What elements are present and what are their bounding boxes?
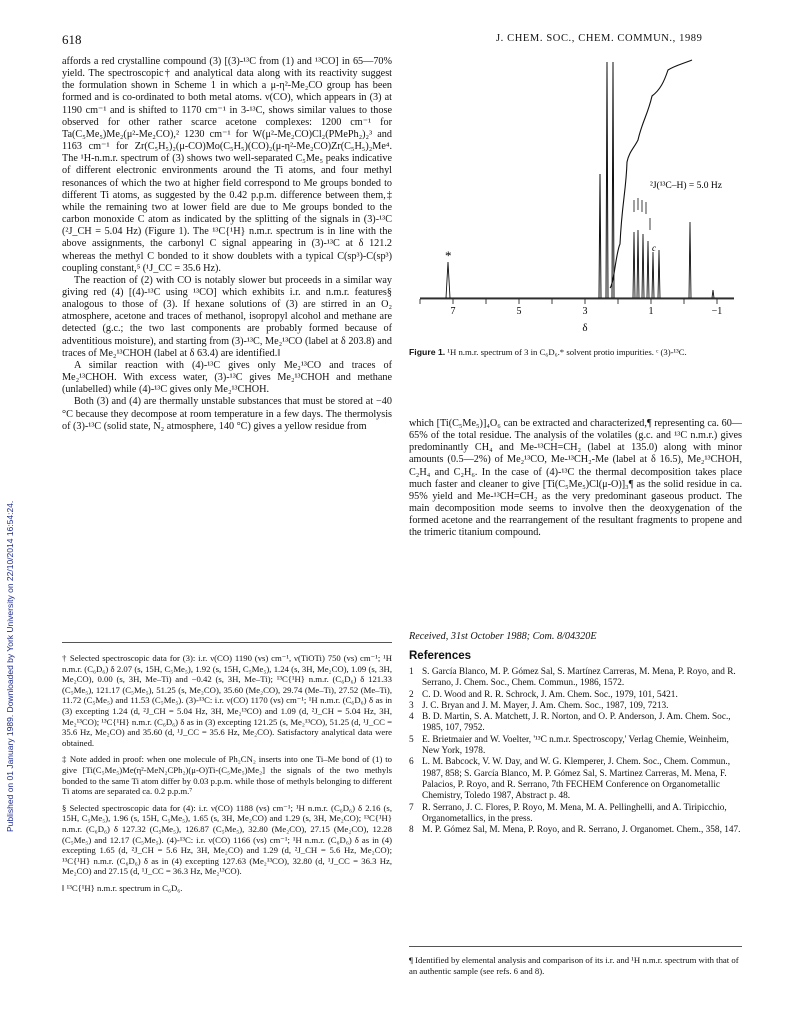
figure-caption-text: ¹H n.m.r. spectrum of 3 in C₆D₆.* solvent protio impurities. ᶜ (3)-¹³C. — [445, 347, 687, 357]
provenance-text: Published on 01 January 1989. Downloaded by York University on 22/10/2014 16:54:24. — [5, 500, 15, 832]
reference-text: E. Brietmaier and W. Voelter, '¹³C n.m.r. Spectroscopy,' Verlag Chemie, Weinheim, New York, 1978. — [422, 734, 729, 757]
acetone-methyl-peaks — [633, 230, 649, 298]
footnote: ‡ Note added in proof: when one molecule of Ph₂CN₂ inserts into one Ti–Me bond of (1) to give [Ti(C₅Me₅)Me(η²-MeN₂CPh₂)(μ-O)Ti-(C₅Me₅)Me₂] the signals of the two methyls bonded to the same Ti atom differ by 0.03 p.p.m. while those of methyls belonging to different Ti atoms are separated ca. 0.2 p.p.m.⁷ — [62, 754, 392, 797]
coupling-constant-label: ²J(¹³C–H) = 5.0 Hz — [650, 181, 722, 191]
footnotes — [62, 653, 392, 899]
reference-text: R. Serrano, J. C. Flores, P. Royo, M. Mena, M. A. Pellinghelli, and A. Tiripicchio, Organometallics, in the press. — [422, 802, 727, 824]
reference-item — [409, 712, 742, 735]
reference-number: 6 — [409, 757, 414, 768]
axis-ticks — [420, 299, 717, 304]
solvent-peak — [446, 262, 450, 298]
journal-header: J. CHEM. SOC., CHEM. COMMUN., 1989 — [496, 33, 703, 44]
reference-item — [409, 701, 742, 712]
integral-trace — [610, 60, 692, 288]
axis-label: δ — [582, 322, 588, 334]
provenance-sidebar — [5, 172, 19, 832]
reference-number: 8 — [409, 825, 414, 836]
cp-methyl-peaks — [599, 62, 614, 298]
reference-item — [409, 735, 742, 758]
reference-number: 2 — [409, 689, 414, 700]
reference-item — [409, 757, 742, 802]
left-column — [62, 56, 392, 433]
paragraph: which [Ti(C₅Me₅)]₄O₆ can be extracted and characterized,¶ representing ca. 60—65% of the total residue. The analysis of the volatiles (g.c. and ¹³C n.m.r.) gives predominantly CH₄ and Me-¹³CH=CH₂ (label at 135.0) along with minor amounts (0.5—2%) of Me₂¹³CO, Me-¹³CH₂-Me (label at δ 16.5), Me₂¹³CHOH, C₂H₄ and C₂H₆. In the case of (4)-¹³C the thermal decomposition takes place much faster and cleaner to give [Ti(C₅Me₅)Cl(μ-O)]₃¶ as the solid residue in ca. 95% yield and Me-¹³CH=CH₂ as the very predominant gaseous product. The main decomposition mode seems to involve then the deoxygenation of the formed acetone and the rearrangement of the resultant fragments to propene and the trimeric titanium compound. — [409, 418, 742, 539]
ti-methyl-upfield-peaks — [689, 222, 714, 298]
footnote-rule — [62, 642, 392, 643]
paragraph: A similar reaction with (4)-¹³C gives only Me₂¹³CO and traces of Me₂¹³CHOH. With excess water, (3)-¹³C gives Me₂¹³CHOH and methane (unlabelled) while (4)-¹³C gives only Me₂¹³CHOH. — [62, 359, 392, 396]
reference-item — [409, 690, 742, 701]
tick-label: 5 — [516, 306, 522, 317]
figure-caption — [409, 347, 742, 358]
tick-label: 1 — [648, 306, 654, 317]
reference-item — [409, 667, 742, 690]
footnote-right: ¶ Identified by elemental analysis and comparison of its i.r. and ¹H n.m.r. spectrum with that of an authentic sample (see refs. 6 and 8). — [409, 955, 739, 976]
reference-text: M. P. Gómez Sal, M. Mena, P. Royo, and R. Serrano, J. Organomet. Chem., 358, 147. — [422, 825, 741, 836]
paragraph: affords a red crystalline compound (3) [(3)-¹³C from (1) and ¹³CO] in 65—70% yield. The spectroscopic† and analytical data along with its reactivity suggest the formulation shown in Scheme 1 in which a μ-η²-Me₂CO group has been formed and is co-ordinated to both metal atoms. ν(CO), which appears in (3) at 1190 cm⁻¹ and is shifted to 1170 cm⁻¹ in 3-¹³C, shows similar values to those observed for other rather scarce acetone complexes: 1200 cm⁻¹ for Ta(C₅Me₅)Me₂(μ²-Me₂CO),² 1230 cm⁻¹ for W(μ²-Me₂CO)Cl₂(PMePh₂)₂³ and 1163 cm⁻¹ for Zr(C₅H₅)₂(μ-CO)Mo(C₅H₅)(CO)₂(μ-η²-Me₂CO)Zr(C₅H₅)₂Me⁴. The ¹H-n.m.r. spectrum of (3) shows two well-separated C₅Me₅ peaks indicative of different electronic environments around the Ti atoms, and four methyl resonances of which the two at higher field correspond to Me groups bonded to different Ti atoms, as suggested by the 0.42 p.p.m. difference between them,‡ while the remaining two at lower field are due to Me groups bonded to the carbon monoxide C atom as indicated by the splitting of the signals in (3)-¹³C (²J_CH = 5.04 Hz) (Figure 1). The ¹³C{¹H} n.m.r. spectrum is in line with the above assignments, the carbonyl C signal appearing in (3)-¹³C at δ 121.2 whereas the methyl C bonded to it show doublets with a typical C(sp³)-C(sp³) coupling constant,⁵ (¹J_CC = 35.6 Hz). — [62, 56, 392, 274]
tick-label: −1 — [711, 306, 723, 317]
references-heading: References — [409, 650, 472, 662]
paragraph: The reaction of (2) with CO is notably slower but proceeds in a similar way giving red (4) [(4)-¹³C using ¹³CO] which exhibits i.r. and n.m.r. features§ analogous to those of (3). If hexane solutions of (3) are stirred in an O₂ atmosphere, acetone and traces of methanol, isopropyl alcohol and methane are detected (g.c.; the two last components are probably formed because of adventitious moisture), and starting from (3)-¹³C, Me₂¹³CO (label at δ 203.8) and traces of Me₂¹³CHOH (label at δ 63.4) are identified.‖ — [62, 274, 392, 359]
reference-text: J. C. Bryan and J. M. Mayer, J. Am. Chem. Soc., 1987, 109, 7213. — [422, 700, 669, 711]
nmr-spectrum-figure — [412, 52, 742, 342]
reference-text: S. García Blanco, M. P. Gómez Sal, S. Martínez Carreras, M. Mena, P. Royo, and R. Serrano, J. Chem. Soc., Chem. Commun., 1986, 1572. — [422, 667, 736, 689]
solvent-star-marker: * — [445, 248, 452, 263]
footnote: § Selected spectroscopic data for (4): i.r. ν(CO) 1188 (vs) cm⁻¹; ¹H n.m.r. (C₆D₆) δ 2.16 (s, 15H, C₅Me₅), 1.96 (s, 15H, C₅Me₅), 1.65 (s, 3H, Me₂CO) and 1.29 (s, 3H, Me₂CO); ¹³C{¹H} n.m.r. (C₆D₆) δ 127.32 (C₅Me₅), 126.87 (C₅Me₅), 32.80 (Me₂CO), 27.15 (Me₂CO), 12.28 (C₅Me₅) and 12.17 (C₅Me₅). (4)-¹³C: i.r. ν(CO) 1166 (vs) cm⁻¹; ¹H n.m.r. (C₆D₆) δ as in (4) excepting 1.65 (d, ²J_CH = 5.6 Hz, 3H, Me₂CO) and 1.29 (d, ²J_CH = 5.6 Hz, Me₂CO); ¹³C{¹H} n.m.r. (C₆D₆) δ as in (4) excepting 127.63 (Me₂¹³CO), 32.80 (d, ¹J_CC = 36.3 Hz, Me₂CO) and 27.15 (d, ¹J_CC = 36.3 Hz, Me₂¹³CO). — [62, 802, 392, 877]
c-marker: c — [652, 243, 656, 253]
reference-number: 1 — [409, 667, 414, 677]
footnote: † Selected spectroscopic data for (3): i.r. ν(CO) 1190 (vs) cm⁻¹, ν(TiOTi) 750 (vs) cm⁻¹; ¹H n.m.r. (C₆D₆) δ 2.07 (s, 15H, C₅Me₅), 1.92 (s, 15H, C₅Me₅), 1.24 (s, 3H, Me₂CO), 1.09 (s, 3H, Me₂CO), 0.00 (s, 3H, Me–Ti) and −0.42 (s, 3H, Me–Ti); ¹³C{¹H} n.m.r. (C₆D₆) δ 121.33 (C₅Me₅), 121.17 (C₅Me₅), 51.25 (s, Me₂CO), 35.60 (Me₂CO), 29.74 (Me–Ti), 27.52 (Me–Ti), 11.72 (C₅Me₅) and 11.53 (C₅Me₅). (3)-¹³C: i.r. ν(CO) 1170 (vs) cm⁻¹; ¹H n.m.r. (C₆D₆) δ as in (3) excepting 1.24 (d, ²J_CH = 5.04 Hz, 3H, Me₂¹³CO) and 1.09 (d, ²J_CH = 5.04 Hz, 3H, Me₂¹³CO); ¹³C{¹H} n.m.r. (C₆D₆) δ as in (3) excepting 121.25 (s, Me₂¹³CO), 51.25 (d, ¹J_CC = 35.6 Hz, Me₂CO) and 35.60 (d, ¹J_CC = 35.6 Hz, Me₂CO). Satisfactory analytical data were obtained. — [62, 653, 392, 748]
figure-caption-label: Figure 1. — [409, 347, 446, 357]
reference-number: 7 — [409, 802, 414, 813]
reference-text: L. M. Babcock, V. W. Day, and W. G. Klemperer, J. Chem. Soc., Chem. Commun., 1987, 858; S. García Blanco, M. P. Gómez Sal, S. Martinez Carreras, M. Mena, F. Palacios, P. Royo, and R. Serrano, 7th FECHEM Conference on Organometallic Chemistry, Toledo 1987, Abstract p. 48. — [422, 757, 731, 802]
references-list — [409, 667, 742, 836]
reference-number: 4 — [409, 712, 414, 723]
footnote: ‖ ¹³C{¹H} n.m.r. spectrum in C₆D₆. — [62, 882, 183, 893]
tick-label: 3 — [582, 306, 588, 317]
reference-item — [409, 825, 742, 836]
expansion-inset — [634, 198, 650, 230]
ti-methyl-peaks — [652, 250, 660, 298]
reference-number: 3 — [409, 700, 414, 711]
reference-text: B. D. Martin, S. A. Matchett, J. R. Norton, and O. P. Anderson, J. Am. Chem. Soc., 1985, 107, 7952. — [422, 712, 731, 734]
tick-label: 7 — [450, 306, 456, 317]
reference-item — [409, 803, 742, 826]
footnote-rule — [409, 946, 742, 947]
paragraph: Both (3) and (4) are thermally unstable substances that must be stored at −40 °C because they decompose at room temperature in a few days. The thermolysis of (3)-¹³C (solid state, N₂ atmosphere, 140 °C) gives a yellow residue from — [62, 396, 392, 432]
page-number: 618 — [62, 32, 82, 47]
right-column — [409, 418, 742, 540]
received-line: Received, 31st October 1988; Com. 8/04320E — [409, 631, 597, 642]
reference-number: 5 — [409, 734, 414, 745]
reference-text: C. D. Wood and R. R. Schrock, J. Am. Chem. Soc., 1979, 101, 5421. — [422, 689, 678, 700]
